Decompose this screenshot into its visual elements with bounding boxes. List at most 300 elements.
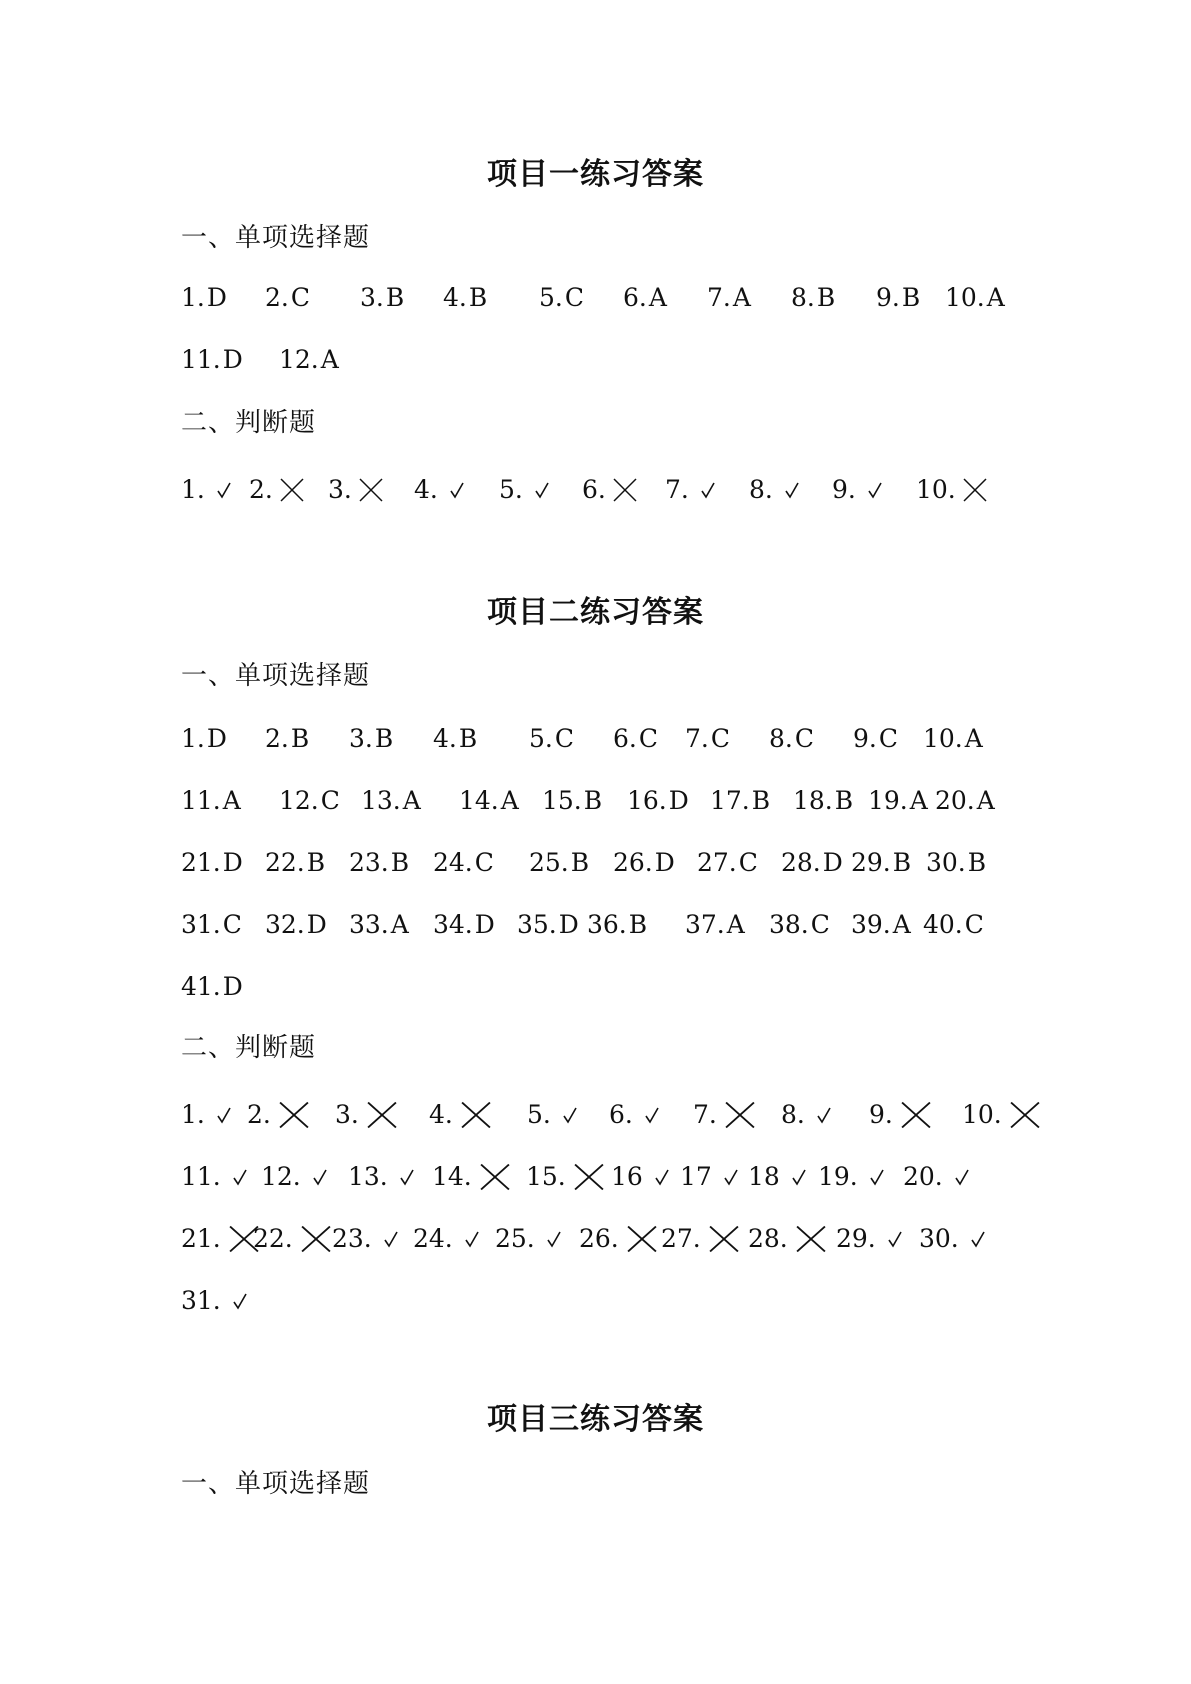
tf-answer xyxy=(348,1157,422,1193)
question-number: 9. xyxy=(853,723,877,753)
mc-answer xyxy=(181,278,227,314)
answer-letter: B xyxy=(583,785,603,815)
question-number: 20. xyxy=(935,785,975,815)
question-number: 9. xyxy=(832,474,856,504)
tf-answer xyxy=(818,1157,892,1193)
answer-letter: C xyxy=(794,723,814,753)
mc-row xyxy=(181,905,1101,941)
question-number: 14. xyxy=(432,1161,472,1191)
mc-heading: 一、单项选择题 xyxy=(181,223,371,253)
tf-answer xyxy=(919,1219,993,1255)
mc-answer xyxy=(529,843,589,879)
tf-row xyxy=(181,1095,1101,1131)
answer-letter: B xyxy=(892,847,912,877)
question-number: 16 xyxy=(611,1161,643,1191)
cross-mark-icon xyxy=(897,1098,935,1132)
question-number: 37. xyxy=(685,909,725,939)
question-number: 25. xyxy=(495,1223,535,1253)
tf-answer xyxy=(181,470,239,506)
question-number: 2. xyxy=(265,282,289,312)
tf-answer xyxy=(429,1095,495,1131)
check-mark-icon xyxy=(809,1100,839,1130)
mc-answer xyxy=(279,781,340,817)
question-number: 41. xyxy=(181,971,221,1001)
question-number: 1. xyxy=(181,723,205,753)
tf-answer xyxy=(414,470,472,506)
question-number: 18. xyxy=(793,785,833,815)
question-number: 10. xyxy=(923,723,963,753)
mc-row xyxy=(181,278,1101,314)
question-number: 6. xyxy=(609,1099,633,1129)
tf-answer xyxy=(499,470,557,506)
answer-letter: D xyxy=(558,909,579,939)
question-number: 38. xyxy=(769,909,809,939)
check-mark-icon xyxy=(527,475,557,505)
mc-row xyxy=(181,967,1101,1003)
question-number: 39. xyxy=(851,909,891,939)
question-number: 9. xyxy=(876,282,900,312)
check-mark-icon xyxy=(777,475,807,505)
answer-letter: A xyxy=(648,282,667,312)
check-mark-icon xyxy=(860,475,890,505)
answer-letter: A xyxy=(726,909,745,939)
mc-answer xyxy=(926,843,986,879)
check-mark-icon xyxy=(209,1100,239,1130)
tf-answer xyxy=(181,1281,255,1317)
check-mark-icon xyxy=(555,1100,585,1130)
question-number: 7. xyxy=(685,723,709,753)
cross-mark-icon xyxy=(610,475,640,505)
question-number: 2. xyxy=(265,723,289,753)
question-number: 21. xyxy=(181,1223,221,1253)
mc-answer xyxy=(181,967,243,1003)
tf-answer xyxy=(693,1095,759,1131)
question-number: 4. xyxy=(414,474,438,504)
tf-answer xyxy=(335,1095,401,1131)
mc-answer xyxy=(627,781,689,817)
question-number: 23. xyxy=(332,1223,372,1253)
question-number: 31. xyxy=(181,909,221,939)
mc-row xyxy=(181,843,1101,879)
mc-answer xyxy=(361,781,421,817)
check-mark-icon xyxy=(376,1224,406,1254)
answer-letter: A xyxy=(892,909,911,939)
question-number: 13. xyxy=(348,1161,388,1191)
question-number: 26. xyxy=(613,847,653,877)
check-mark-icon xyxy=(647,1162,677,1192)
mc-answer xyxy=(685,719,730,755)
cross-mark-icon xyxy=(1006,1098,1044,1132)
answer-letter: B xyxy=(816,282,836,312)
answer-letter: A xyxy=(500,785,519,815)
cross-mark-icon xyxy=(623,1222,661,1256)
question-number: 3. xyxy=(360,282,384,312)
question-number: 3. xyxy=(328,474,352,504)
answer-letter: A xyxy=(402,785,421,815)
mc-answer xyxy=(181,905,242,941)
check-mark-icon xyxy=(539,1224,569,1254)
mc-answer xyxy=(265,719,309,755)
question-number: 5. xyxy=(529,723,553,753)
question-number: 1. xyxy=(181,474,205,504)
tf-answer xyxy=(903,1157,977,1193)
tf-answer xyxy=(495,1219,569,1255)
answer-letter: D xyxy=(206,282,227,312)
question-number: 33. xyxy=(349,909,389,939)
mc-answer xyxy=(923,905,984,941)
answer-letter: D xyxy=(222,344,243,374)
check-mark-icon xyxy=(880,1224,910,1254)
question-number: 17. xyxy=(710,785,750,815)
mc-answer xyxy=(529,719,574,755)
question-number: 5. xyxy=(527,1099,551,1129)
tf-answer xyxy=(680,1157,746,1193)
question-number: 4. xyxy=(433,723,457,753)
cross-mark-icon xyxy=(457,1098,495,1132)
mc-answer xyxy=(613,843,675,879)
mc-answer xyxy=(360,278,404,314)
question-number: 22. xyxy=(265,847,305,877)
answer-letter: B xyxy=(306,847,326,877)
answer-letter: A xyxy=(986,282,1005,312)
answer-letter: D xyxy=(822,847,843,877)
question-number: 24. xyxy=(413,1223,453,1253)
section-title: 项目二练习答案 xyxy=(487,595,704,630)
cross-mark-icon xyxy=(356,475,386,505)
check-mark-icon xyxy=(947,1162,977,1192)
mc-answer xyxy=(851,905,911,941)
answer-letter: B xyxy=(385,282,405,312)
mc-answer xyxy=(181,719,227,755)
tf-answer xyxy=(261,1157,335,1193)
mc-answer xyxy=(685,905,745,941)
answer-letter: A xyxy=(976,785,995,815)
question-number: 19. xyxy=(868,785,908,815)
question-number: 22. xyxy=(253,1223,293,1253)
tf-answer xyxy=(661,1219,743,1255)
tf-answer xyxy=(748,1219,830,1255)
mc-heading: 一、单项选择题 xyxy=(181,661,371,691)
question-number: 10. xyxy=(916,474,956,504)
answer-letter: A xyxy=(320,344,339,374)
tf-answer xyxy=(527,1095,585,1131)
question-number: 10. xyxy=(962,1099,1002,1129)
question-number: 16. xyxy=(627,785,667,815)
question-number: 27. xyxy=(697,847,737,877)
tf-answer xyxy=(247,1095,313,1131)
tf-answer xyxy=(962,1095,1044,1131)
cross-mark-icon xyxy=(275,1098,313,1132)
question-number: 3. xyxy=(335,1099,359,1129)
check-mark-icon xyxy=(862,1162,892,1192)
mc-answer xyxy=(769,719,814,755)
question-number: 27. xyxy=(661,1223,701,1253)
cross-mark-icon xyxy=(960,475,990,505)
cross-mark-icon xyxy=(570,1160,608,1194)
question-number: 13. xyxy=(361,785,401,815)
check-mark-icon xyxy=(305,1162,335,1192)
tf-answer xyxy=(781,1095,839,1131)
tf-answer xyxy=(181,1219,263,1255)
question-number: 7. xyxy=(707,282,731,312)
question-number: 3. xyxy=(349,723,373,753)
mc-answer xyxy=(265,843,325,879)
check-mark-icon xyxy=(225,1162,255,1192)
question-number: 31. xyxy=(181,1285,221,1315)
tf-answer xyxy=(181,1095,239,1131)
section-title: 项目三练习答案 xyxy=(487,1402,704,1437)
mc-answer xyxy=(349,905,409,941)
check-mark-icon xyxy=(637,1100,667,1130)
answer-letter: D xyxy=(306,909,327,939)
answer-letter: D xyxy=(222,847,243,877)
question-number: 4. xyxy=(429,1099,453,1129)
question-number: 7. xyxy=(665,474,689,504)
mc-answer xyxy=(793,781,853,817)
tf-answer xyxy=(253,1219,335,1255)
answer-letter: B xyxy=(458,723,478,753)
question-number: 34. xyxy=(433,909,473,939)
tf-answer xyxy=(832,470,890,506)
answer-letter: C xyxy=(710,723,730,753)
question-number: 29. xyxy=(851,847,891,877)
tf-answer xyxy=(582,470,640,506)
answer-letter: A xyxy=(909,785,928,815)
tf-answer xyxy=(749,470,807,506)
question-number: 23. xyxy=(349,847,389,877)
answer-letter: C xyxy=(738,847,758,877)
cross-mark-icon xyxy=(792,1222,830,1256)
answer-letter: B xyxy=(390,847,410,877)
question-number: 8. xyxy=(791,282,815,312)
mc-row xyxy=(181,340,1101,376)
answer-letter: B xyxy=(967,847,987,877)
answer-letter: D xyxy=(206,723,227,753)
tf-answer xyxy=(609,1095,667,1131)
answer-letter: C xyxy=(290,282,310,312)
question-number: 11. xyxy=(181,785,221,815)
check-mark-icon xyxy=(225,1286,255,1316)
answer-letter: A xyxy=(732,282,751,312)
question-number: 36. xyxy=(587,909,627,939)
question-number: 30. xyxy=(919,1223,959,1253)
question-number: 17 xyxy=(680,1161,712,1191)
question-number: 5. xyxy=(499,474,523,504)
question-number: 11. xyxy=(181,344,221,374)
answer-letter: B xyxy=(628,909,648,939)
tf-row xyxy=(181,1157,1101,1193)
cross-mark-icon xyxy=(476,1160,514,1194)
answer-letter: D xyxy=(474,909,495,939)
question-number: 6. xyxy=(582,474,606,504)
mc-answer xyxy=(349,719,393,755)
question-number: 8. xyxy=(769,723,793,753)
question-number: 2. xyxy=(249,474,273,504)
question-number: 19. xyxy=(818,1161,858,1191)
answer-letter: C xyxy=(638,723,658,753)
answer-letter: C xyxy=(554,723,574,753)
question-number: 25. xyxy=(529,847,569,877)
answer-letter: B xyxy=(751,785,771,815)
mc-answer xyxy=(181,781,241,817)
mc-answer xyxy=(349,843,409,879)
mc-answer xyxy=(587,905,647,941)
mc-answer xyxy=(181,340,243,376)
mc-answer xyxy=(707,278,751,314)
cross-mark-icon xyxy=(721,1098,759,1132)
question-number: 10. xyxy=(945,282,985,312)
tf-heading: 二、判断题 xyxy=(181,408,317,438)
mc-answer xyxy=(781,843,843,879)
tf-answer xyxy=(249,470,307,506)
cross-mark-icon xyxy=(277,475,307,505)
mc-answer xyxy=(539,278,584,314)
question-number: 26. xyxy=(579,1223,619,1253)
answer-letter: B xyxy=(374,723,394,753)
answer-letter: A xyxy=(390,909,409,939)
mc-answer xyxy=(868,781,928,817)
check-mark-icon xyxy=(392,1162,422,1192)
question-number: 8. xyxy=(781,1099,805,1129)
tf-heading: 二、判断题 xyxy=(181,1033,317,1063)
question-number: 12. xyxy=(261,1161,301,1191)
tf-row xyxy=(181,1219,1101,1255)
cross-mark-icon xyxy=(297,1222,335,1256)
mc-answer xyxy=(433,843,494,879)
mc-answer xyxy=(517,905,579,941)
check-mark-icon xyxy=(457,1224,487,1254)
mc-row xyxy=(181,719,1101,755)
mc-answer xyxy=(623,278,667,314)
answer-letter: A xyxy=(964,723,983,753)
tf-answer xyxy=(665,470,723,506)
tf-row xyxy=(181,470,1101,506)
answer-letter: B xyxy=(468,282,488,312)
question-number: 28. xyxy=(748,1223,788,1253)
answer-letter: A xyxy=(222,785,241,815)
tf-answer xyxy=(748,1157,814,1193)
tf-answer xyxy=(916,470,990,506)
answer-letter: C xyxy=(222,909,242,939)
mc-answer xyxy=(613,719,658,755)
mc-answer xyxy=(279,340,339,376)
question-number: 8. xyxy=(749,474,773,504)
tf-answer xyxy=(332,1219,406,1255)
question-number: 11. xyxy=(181,1161,221,1191)
tf-answer xyxy=(432,1157,514,1193)
answer-letter: C xyxy=(964,909,984,939)
question-number: 5. xyxy=(539,282,563,312)
tf-answer xyxy=(836,1219,910,1255)
question-number: 1. xyxy=(181,1099,205,1129)
answer-letter: B xyxy=(901,282,921,312)
mc-answer xyxy=(433,905,495,941)
mc-answer xyxy=(769,905,830,941)
question-number: 30. xyxy=(926,847,966,877)
cross-mark-icon xyxy=(363,1098,401,1132)
tf-answer xyxy=(328,470,386,506)
question-number: 4. xyxy=(443,282,467,312)
mc-answer xyxy=(876,278,920,314)
mc-row xyxy=(181,781,1101,817)
check-mark-icon xyxy=(784,1162,814,1192)
mc-answer xyxy=(265,905,327,941)
question-number: 20. xyxy=(903,1161,943,1191)
mc-heading: 一、单项选择题 xyxy=(181,1469,371,1499)
question-number: 35. xyxy=(517,909,557,939)
check-mark-icon xyxy=(209,475,239,505)
answer-letter: C xyxy=(474,847,494,877)
question-number: 1. xyxy=(181,282,205,312)
mc-answer xyxy=(791,278,835,314)
mc-answer xyxy=(935,781,995,817)
question-number: 2. xyxy=(247,1099,271,1129)
question-number: 32. xyxy=(265,909,305,939)
question-number: 12. xyxy=(279,344,319,374)
mc-answer xyxy=(265,278,310,314)
tf-answer xyxy=(869,1095,935,1131)
section-title: 项目一练习答案 xyxy=(487,157,704,192)
question-number: 21. xyxy=(181,847,221,877)
tf-answer xyxy=(611,1157,677,1193)
question-number: 7. xyxy=(693,1099,717,1129)
tf-answer xyxy=(526,1157,608,1193)
question-number: 24. xyxy=(433,847,473,877)
tf-row xyxy=(181,1281,1101,1317)
question-number: 28. xyxy=(781,847,821,877)
question-number: 12. xyxy=(279,785,319,815)
answer-letter: C xyxy=(810,909,830,939)
mc-answer xyxy=(459,781,519,817)
tf-answer xyxy=(181,1157,255,1193)
answer-letter: D xyxy=(222,971,243,1001)
answer-letter: C xyxy=(320,785,340,815)
mc-answer xyxy=(710,781,770,817)
mc-answer xyxy=(181,843,243,879)
check-mark-icon xyxy=(963,1224,993,1254)
question-number: 40. xyxy=(923,909,963,939)
check-mark-icon xyxy=(716,1162,746,1192)
answer-letter: C xyxy=(564,282,584,312)
question-number: 15. xyxy=(542,785,582,815)
mc-answer xyxy=(923,719,983,755)
answer-letter: D xyxy=(654,847,675,877)
answer-letter: C xyxy=(878,723,898,753)
tf-answer xyxy=(413,1219,487,1255)
cross-mark-icon xyxy=(705,1222,743,1256)
check-mark-icon xyxy=(442,475,472,505)
question-number: 6. xyxy=(623,282,647,312)
answer-letter: B xyxy=(834,785,854,815)
check-mark-icon xyxy=(693,475,723,505)
question-number: 6. xyxy=(613,723,637,753)
question-number: 29. xyxy=(836,1223,876,1253)
answer-letter: D xyxy=(668,785,689,815)
question-number: 15. xyxy=(526,1161,566,1191)
mc-answer xyxy=(697,843,758,879)
mc-answer xyxy=(853,719,898,755)
tf-answer xyxy=(579,1219,661,1255)
mc-answer xyxy=(433,719,477,755)
mc-answer xyxy=(443,278,487,314)
question-number: 14. xyxy=(459,785,499,815)
question-number: 18 xyxy=(748,1161,780,1191)
mc-answer xyxy=(945,278,1005,314)
question-number: 9. xyxy=(869,1099,893,1129)
answer-letter: B xyxy=(570,847,590,877)
mc-answer xyxy=(851,843,911,879)
mc-answer xyxy=(542,781,602,817)
